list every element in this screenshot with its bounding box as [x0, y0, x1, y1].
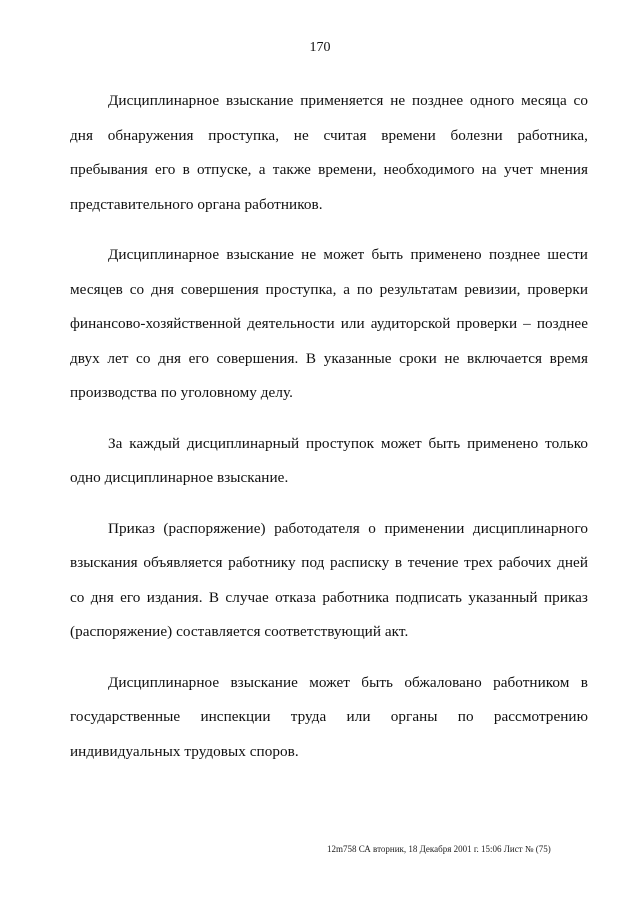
- paragraph-six-month-limit: Дисциплинарное взыскание не может быть применено позднее шести месяцев со дня совершения проступка, а по результатам ревизии, проверки финансово-хозяйственной деятельности или аудиторской проверки – позднее двух лет со дня его совершения. В указанные сроки не включается время производства по уголовному делу.: [70, 246, 588, 401]
- paragraph-application-deadline: Дисциплинарное взыскание применяется не позднее одного месяца со дня обнаружения проступка, не считая времени болезни работника, пребывания его в отпуске, а также времени, необходимого на учет мнения представительного органа работников.: [70, 92, 588, 213]
- paragraph-single-penalty: За каждый дисциплинарный проступок может быть применено только одно дисциплинарное взыскание.: [70, 434, 588, 486]
- body-text: [70, 84, 588, 785]
- paragraph-appeal: Дисциплинарное взыскание может быть обжаловано работником в государственные инспекции труда или органы по рассмотрению индивидуальных трудовых споров.: [70, 673, 588, 760]
- page-footer: 12m758 СА вторник, 18 Декабря 2001 г. 15:06 Лист № (75): [327, 844, 551, 854]
- paragraph-order-announcement: Приказ (распоряжение) работодателя о применении дисциплинарного взыскания объявляется работнику под расписку в течение трех рабочих дней со дня его издания. В случае отказа работника подписать указанный приказ (распоряжение) составляется соответствующий акт.: [70, 519, 588, 640]
- page-number: 170: [309, 40, 331, 55]
